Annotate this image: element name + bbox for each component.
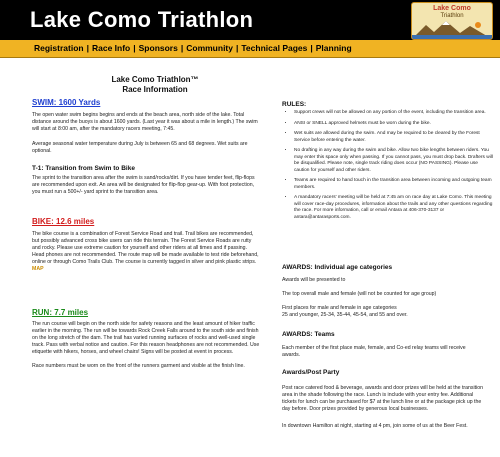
- nav-sponsors[interactable]: Sponsors: [138, 43, 178, 53]
- page-title: Lake Como Triathlon™: [111, 75, 199, 84]
- bike-text: The bike course is a combination of Forest Service Road and trail. Trail bikes are recommended, but possibly advanced cross bike users can ride this terrain. The Forest Service Roads are rutty and rocky. Please use extreme caution for yourself and other riders at all times and if passing. Head phones are not recommended. The route map will be made available to test ride beforehand, online or through Como Trails Club. The course is currently tagged in silver and pink plastic strips.: [32, 231, 259, 265]
- logo-subtitle: Triathlon: [440, 13, 464, 19]
- awards-age-categories: 25 and younger, 25-34, 35-44, 45-54, and 55 and over.: [282, 312, 408, 318]
- run-heading: RUN: 7.7 miles: [32, 308, 89, 317]
- nav-separator: |: [235, 43, 239, 53]
- rules-list: [284, 110, 494, 225]
- rule-item: • Wet suits are allowed during the swim. And may be required to be cleared by the Forest Service before entering the water.: [294, 131, 494, 144]
- awards-individual-heading: AWARDS: Individual age categories: [282, 264, 393, 271]
- nav-separator: |: [86, 43, 89, 53]
- awards-party-heading: Awards/Post Party: [282, 369, 340, 376]
- nav-separator: |: [310, 43, 313, 53]
- t1-description: The sprint to the transition area after the swim is sand/rocks/dirt. If you have tender feet, flip-flops are recommended upon exit. An area will be designated for flip-flop gear-up. With foot protection, you must run a 500+/- yard sprint to the transition area.: [32, 175, 255, 195]
- run-race-numbers: Race numbers must be worn on the front of the runners garment and visible at the finish line.: [32, 363, 245, 369]
- rule-item: • Teams are required to hand touch in the transition area between incoming and outgoing team members.: [294, 178, 494, 191]
- nav-separator: |: [133, 43, 136, 53]
- main-nav: [0, 40, 500, 58]
- logo-text: Lake Como: [433, 5, 471, 12]
- beer-fest-note: In downtown Hamilton at night, starting at 4 pm, join some of us at the Beer Fest.: [282, 423, 468, 429]
- rule-item: • ANSI or SNELL approved helmets must be worn during the bike.: [294, 121, 494, 128]
- nav-registration[interactable]: Registration: [34, 43, 84, 53]
- awards-presented-to: Awards will be presented to: [282, 277, 346, 283]
- page-subtitle: Race Information: [122, 85, 188, 94]
- nav-links: [34, 43, 352, 53]
- site-header: [0, 0, 500, 40]
- rule-item: • Support crews will not be allowed on any portion of the event, including the transition area.: [294, 110, 494, 117]
- rules-heading: RULES:: [282, 101, 307, 108]
- rule-item: • No drafting in any way during the swim and bike. Allow two bike lengths between riders. You may enter this space only when passing. If you cannot pass, you must drop back. Drafters will be disqualified. Please note, single track riding does occur (NO PASSING). Please use caution for yourself and other riders.: [294, 148, 494, 174]
- run-description: The run course will begin on the north side for safety reasons and the least amount of hiker traffic earlier in the morning. The run will be towards Rock Creek Falls around to the south side and finish on the long stretch of the dam. The trail has varied running surfaces of rocks and well-used single track. Pass with verbal notice and caution. For this reason headphones are not recommended. Use etiquette with hikers, horses, and wheel chairs! Signs will be posted at event in process.: [32, 321, 260, 355]
- nav-technical-pages[interactable]: Technical Pages: [241, 43, 308, 53]
- awards-teams-description: Each member of the first place male, female, and Co-ed relay teams will receive awards.: [282, 345, 466, 358]
- awards-top-overall: The top overall male and female (will not be counted for age group): [282, 291, 437, 297]
- site-title[interactable]: Lake Como Triathlon: [30, 7, 254, 32]
- nav-separator: |: [180, 43, 184, 53]
- swim-description: The open water swim begins begins and ends at the beach area, north side of the lake. Total distance around the buoys is about 1600 yards. (Last year it was about a mile in length.) The swim will start at 8:00 am, after the mandatory racers meeting, 7:45.: [32, 112, 258, 132]
- nav-planning[interactable]: Planning: [315, 43, 352, 53]
- bike-map-link[interactable]: MAP: [32, 266, 44, 272]
- t1-heading: T-1: Transition from Swim to Bike: [32, 165, 135, 172]
- swim-temperature: Average seasonal water temperature during July is between 65 and 68 degrees. Wet suits are optional.: [32, 141, 248, 154]
- nav-race-info[interactable]: Race Info: [91, 43, 131, 53]
- mountain-icon: [412, 19, 492, 39]
- awards-first-places: First places for male and female in age categories: [282, 305, 397, 311]
- awards-party-description: Post race catered food & beverage, awards and door prizes will be held at the transition area in the shade following the race. Lunch is include with your entry fee. Additional tickets for lunch can be purchased for $7 at the lunch line or at the package pick up the day before. Door prizes provided by generous local businesses.: [282, 385, 483, 412]
- awards-teams-heading: AWARDS: Teams: [282, 331, 335, 338]
- site-logo[interactable]: [411, 2, 493, 40]
- bike-heading: BIKE: 12.6 miles: [32, 217, 95, 226]
- nav-community[interactable]: Community: [186, 43, 233, 53]
- swim-heading: SWIM: 1600 Yards: [32, 98, 101, 107]
- bike-description: [32, 231, 260, 273]
- rule-item: • A mandatory racers' meeting will be held at 7:45 am on race day at Lake Como. This meeting will cover race-day procedures, information about the trails and any other questions regarding the race. For more information, call or email Antara at 406-370-3137 or antara@antarasports.com.: [294, 195, 494, 221]
